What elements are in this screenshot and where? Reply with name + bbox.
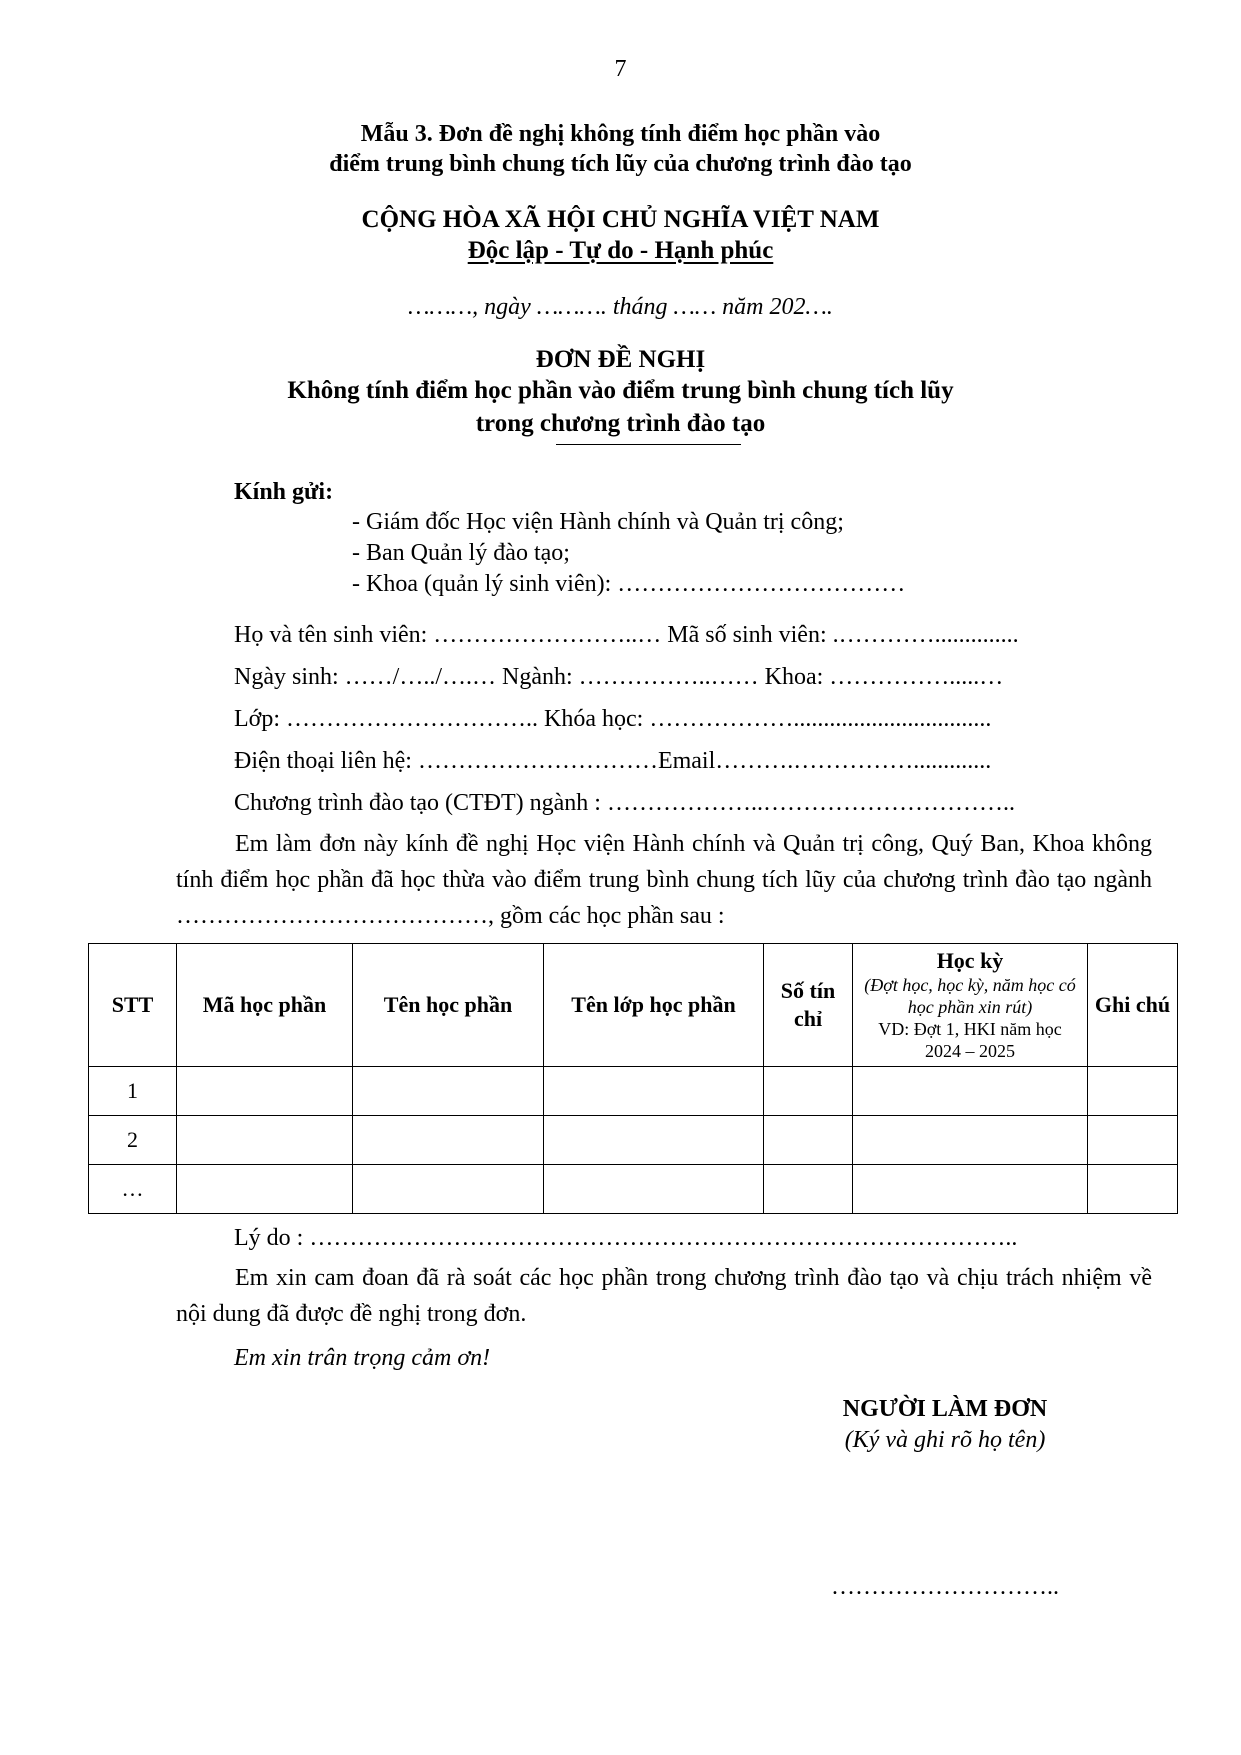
cell-credits[interactable] [764,1067,853,1116]
row-stt: 1 [89,1067,177,1116]
cell-class-name[interactable] [544,1116,764,1165]
header-course-code: Mã học phần [177,944,353,1067]
signature-note: (Ký và ghi rõ họ tên) [844,1427,1046,1453]
cell-course-name[interactable] [353,1165,544,1214]
nation-name: CỘNG HÒA XÃ HỘI CHỦ NGHĨA VIỆT NAM [361,206,880,233]
recipient-item: - Ban Quản lý đào tạo; [352,540,570,566]
thanks-line: Em xin trân trọng cảm ơn! [234,1345,491,1371]
header-semester-example-year: 2024 – 2025 [925,1041,1015,1061]
date-line: ………, ngày ………. tháng …… năm 202…. [408,294,833,320]
cell-notes[interactable] [1088,1116,1178,1165]
row-stt: 2 [89,1116,177,1165]
form-heading-line1: Mẫu 3. Đơn đề nghị không tính điểm học phần vào [360,121,881,147]
cell-semester[interactable] [853,1067,1088,1116]
cell-semester[interactable] [853,1116,1088,1165]
field-phone-email: Điện thoại liên hệ: …………………………Email……….……………............. [234,748,992,774]
table-row [89,1165,1178,1214]
courses-table [88,943,1178,1214]
recipient-item: - Giám đốc Học viện Hành chính và Quản trị công; [352,509,844,535]
cell-course-code[interactable] [177,1067,353,1116]
header-class-name: Tên lớp học phần [544,944,764,1067]
signature-line: ……………………….. [831,1574,1059,1600]
nation-motto-text: Độc lập - Tự do - Hạnh phúc [467,237,774,264]
header-course-name: Tên học phần [353,944,544,1067]
field-birth-major-faculty: Ngày sinh: ……/…../….… Ngành: ……………..…… Khoa: …………….....… [234,664,1004,690]
document-title: ĐƠN ĐỀ NGHỊ [535,346,706,373]
header-semester [853,944,1088,1067]
cell-course-name[interactable] [353,1067,544,1116]
recipients-label: Kính gửi: [234,479,334,505]
recipient-item: - Khoa (quản lý sinh viên): ……………………………… [352,571,906,597]
header-credits: Số tín chỉ [764,944,853,1067]
cell-notes[interactable] [1088,1165,1178,1214]
field-student-name-id: Họ và tên sinh viên: ……………………..… Mã số sinh viên: .………….............. [234,622,1019,648]
signature-title: NGƯỜI LÀM ĐƠN [842,1396,1048,1422]
table-row [89,1067,1178,1116]
row-stt: … [89,1165,177,1214]
header-semester-note: (Đợt học, học kỳ, năm học có học phần xin rút) [864,975,1076,1017]
form-heading-line2: điểm trung bình chung tích lũy của chương trình đào tạo [329,151,912,177]
header-stt: STT [89,944,177,1067]
cell-notes[interactable] [1088,1067,1178,1116]
table-header-row [89,944,1178,1067]
nation-motto [0,237,1241,265]
cell-class-name[interactable] [544,1165,764,1214]
header-semester-title: Học kỳ [936,948,1004,973]
page-number: 7 [614,56,627,82]
document-subtitle-line1: Không tính điểm học phần vào điểm trung bình chung tích lũy [287,377,954,404]
cell-course-name[interactable] [353,1116,544,1165]
commitment-paragraph: Em xin cam đoan đã rà soát các học phần trong chương trình đào tạo và chịu trách nhiệm về nội dung đã được đề nghị trong đơn. [176,1265,1152,1327]
title-underline [556,444,741,445]
field-program: Chương trình đào tạo (CTĐT) ngành : ………………..………………………….. [234,790,1015,816]
header-semester-example: VD: Đợt 1, HKI năm học [878,1019,1062,1039]
cell-course-code[interactable] [177,1165,353,1214]
field-class-course: Lớp: ………………………….. Khóa học: ………………................................. [234,706,992,732]
cell-credits[interactable] [764,1165,853,1214]
header-notes: Ghi chú [1088,944,1178,1067]
request-paragraph: Em làm đơn này kính đề nghị Học viện Hành chính và Quản trị công, Quý Ban, Khoa không tính điểm học phần đã học thừa vào điểm trung bình chung tích lũy của chương trình đào tạo ngành …………………………………, gồm các học phần sau : [176,831,1152,929]
reason-line: Lý do : …………………………………………………………………………….. [234,1225,1018,1251]
document-subtitle-line2: trong chương trình đào tạo [475,410,766,437]
cell-course-code[interactable] [177,1116,353,1165]
cell-class-name[interactable] [544,1067,764,1116]
table-row [89,1116,1178,1165]
cell-credits[interactable] [764,1116,853,1165]
cell-semester[interactable] [853,1165,1088,1214]
